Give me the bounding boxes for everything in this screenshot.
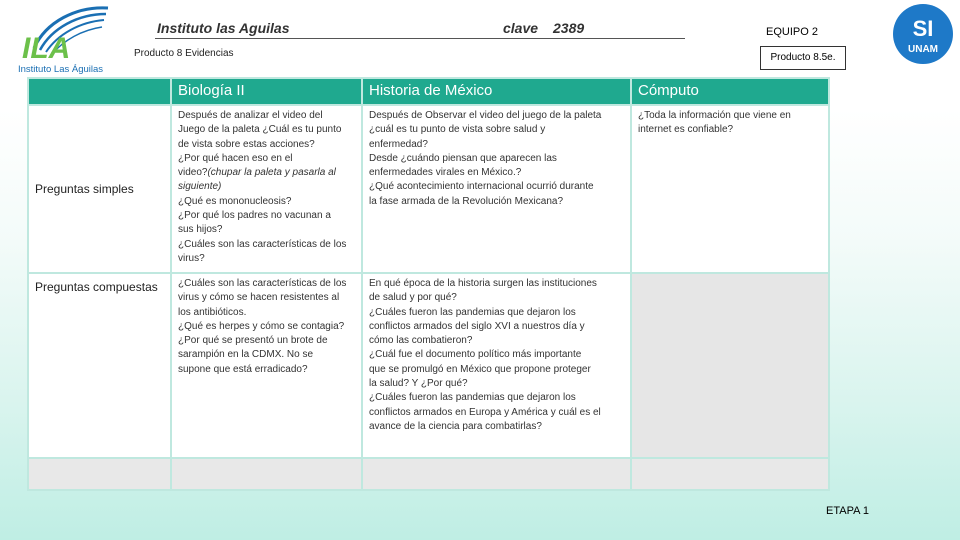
text-line: ¿Toda la información que viene en [638,110,791,121]
logo-caption: Instituto Las Águilas [18,64,104,75]
logo-wordmark: ILA [22,32,71,65]
text-line: avance de la ciencia para combatirlas? [369,420,542,432]
text-line: ¿Cuáles son las características de los [178,278,347,289]
cell-biologia-simple [171,105,362,273]
text-line: internet es confiable? [638,124,734,136]
cell-computo-compound [631,273,829,458]
text-line: En qué época de la historia surgen las instituciones [369,278,597,289]
text-line: ¿Cuáles son las características de los [178,238,347,250]
table-row [28,273,829,458]
text-line: que se promulgó en México que propone proteger [369,363,591,375]
text-line: la salud? Y ¿Por qué? [369,378,468,390]
empty-cell [171,458,362,490]
evidence-table [27,77,830,491]
text-line: Desde ¿cuándo piensan que aparecen las [369,152,557,164]
school-name: Instituto las Aguilas [157,20,290,36]
empty-cell [631,458,829,490]
institute-logo [16,2,116,78]
header-corner-cell [28,78,171,105]
text-line: ¿Qué es herpes y cómo se contagia? [178,320,345,332]
text-line: ¿cuál es tu punto de vista sobre salud y [369,124,546,136]
text-line: sus hijos? [178,224,223,236]
cell-historia-compound [362,273,631,458]
text-line: ¿Por qué hacen eso en el [178,152,293,164]
text-line: ¿Cuáles fueron las pandemias que dejaron los [369,392,576,404]
product-box: Producto 8.5e. [760,46,846,70]
text-fragment: video? [178,167,208,179]
text-line [178,166,355,180]
text-line: ¿Cuáles fueron las pandemias que dejaron los [369,306,576,318]
cell-historia-simple [362,105,631,273]
text-line: siguiente) [178,181,222,193]
text-line: virus? [178,252,205,264]
text-line: ¿Cuál fue el documento político más importante [369,349,582,361]
empty-cell [362,458,631,490]
text-line: ¿Qué es mononucleosis? [178,195,292,207]
table-row [28,105,829,273]
text-line: supone que está erradicado? [178,363,308,375]
column-header-biologia: Biología II [171,78,362,105]
text-line: ¿Qué acontecimiento internacional ocurrió durante [369,181,594,193]
table-row-empty [28,458,829,490]
text-line: Después de analizar el video del [178,110,323,121]
clave-value: 2389 [553,20,585,36]
text-fragment-italic: (chupar la paleta y pasarla al [207,167,336,179]
text-line: los antibióticos. [178,306,247,318]
row-label-simple: Preguntas simples [28,105,171,273]
team-label: EQUIPO 2 [766,26,818,38]
column-header-computo: Cómputo [631,78,829,105]
text-line: virus y cómo se hacen resistentes al [178,292,340,304]
text-line: conflictos armados del siglo XVI a nuestros día y [369,320,585,332]
cell-computo-simple [631,105,829,273]
text-line: cómo las combatieron? [369,335,473,347]
text-line: ¿Por qué se presentó un brote de [178,335,328,347]
product-subtitle: Producto 8 Evidencias [134,48,234,59]
unam-logo-bottom-text: UNAM [908,44,938,55]
row-label-compound: Preguntas compuestas [28,273,171,458]
stage-label: ETAPA 1 [826,505,870,517]
text-line: de salud y por qué? [369,292,457,304]
text-line: sarampión en la CDMX. No se [178,349,314,361]
text-line: Después de Observar el video del juego de la paleta [369,110,602,121]
text-line: la fase armada de la Revolución Mexicana? [369,195,563,207]
text-line: enfermedades virales en México.? [369,167,522,179]
table-header-row [28,78,829,105]
unam-logo-top-text: SI [912,16,934,41]
text-line: conflictos armados en Europa y América y cuál es el [369,406,601,418]
column-header-historia: Historia de México [362,78,631,105]
empty-cell [28,458,171,490]
text-line: Juego de la paleta ¿Cuál es tu punto [178,124,342,136]
text-line: de vista sobre estas acciones? [178,138,315,150]
text-line: enfermedad? [369,138,428,150]
cell-biologia-compound [171,273,362,458]
text-line: ¿Por qué los padres no vacunan a [178,210,331,222]
unam-logo [887,2,957,68]
clave-label: clave [503,20,539,36]
